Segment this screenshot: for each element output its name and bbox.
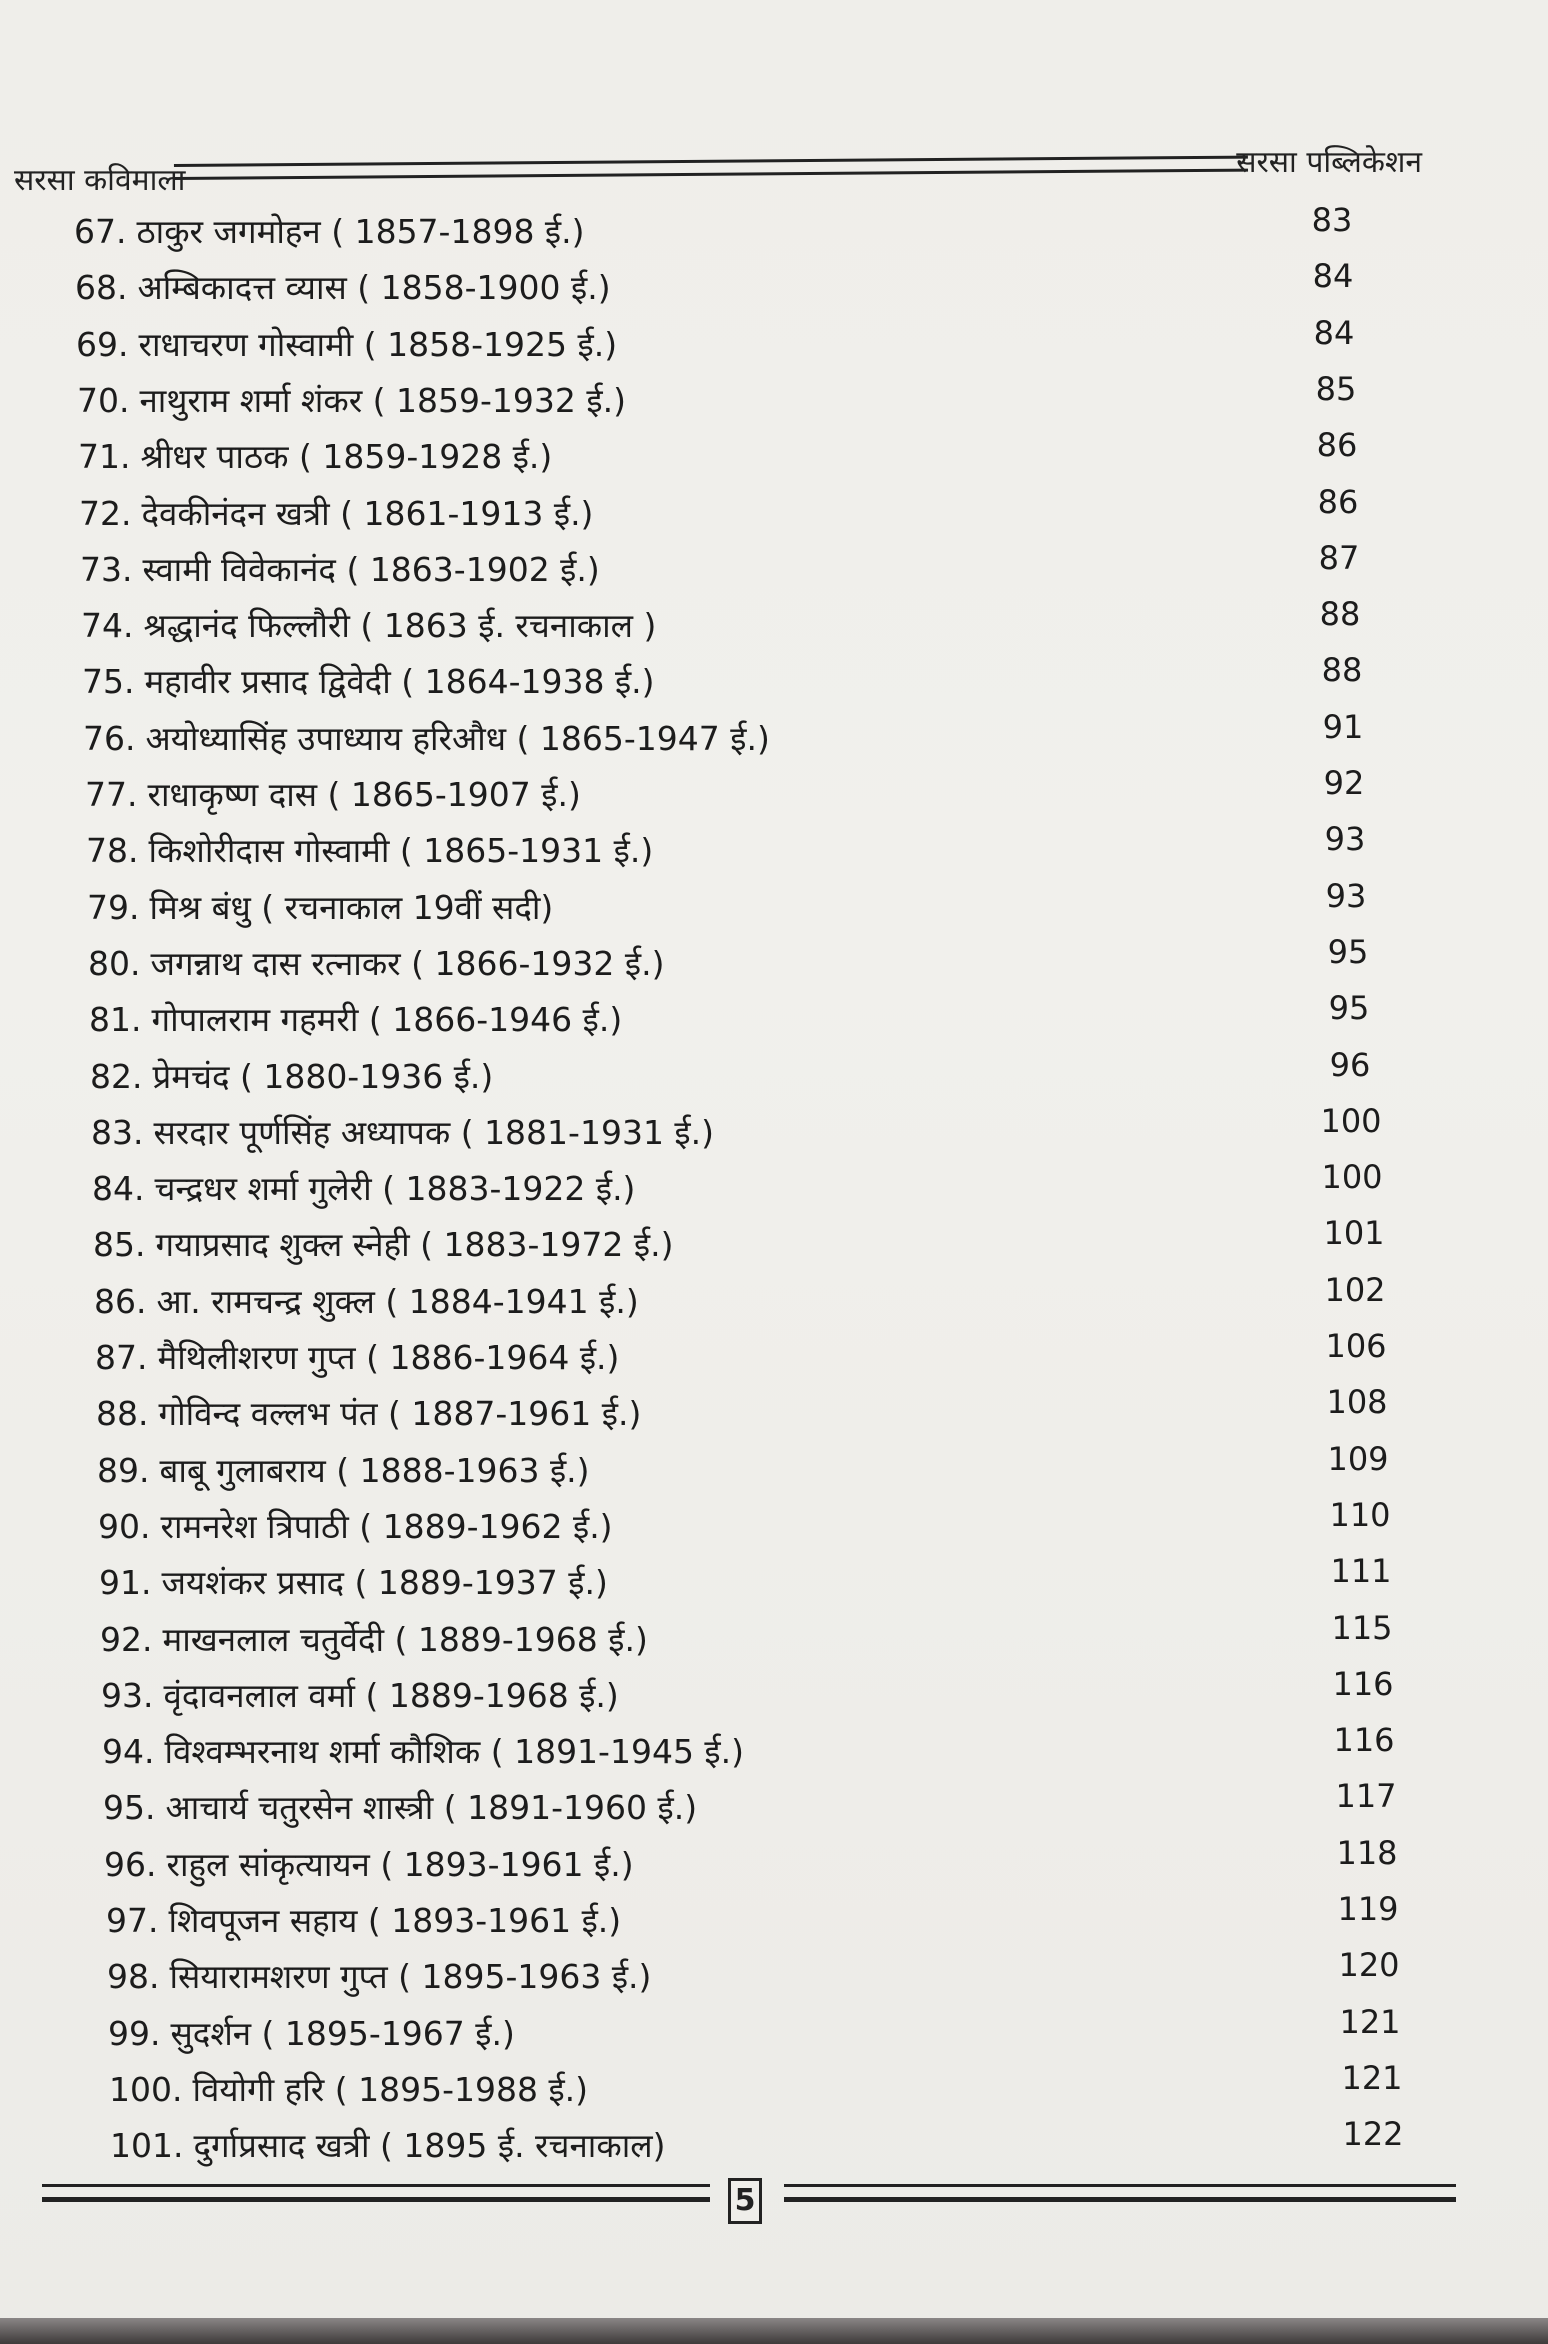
- toc-entry-title: राहुल सांकृत्यायन ( 1893-1961 ई.): [166, 1845, 634, 1884]
- toc-entry-page: 95: [1327, 933, 1369, 971]
- toc-entry-number: 72.: [79, 494, 132, 533]
- toc-entry-number: 100.: [109, 2070, 183, 2109]
- toc-entry: [98, 1501, 613, 1553]
- toc-entry: [106, 1895, 621, 1947]
- toc-entry-page: 88: [1321, 651, 1363, 689]
- toc-entry-title: अयोध्यासिंह उपाध्याय हरिऔध ( 1865-1947 ई.): [145, 719, 770, 758]
- toc-entry-number: 87.: [95, 1338, 148, 1377]
- toc-entry-title: श्रीधर पाठक ( 1859-1928 ई.): [140, 437, 553, 476]
- toc-entry-page: 93: [1324, 820, 1366, 858]
- toc-entry-number: 89.: [97, 1451, 150, 1490]
- toc-entry-number: 75.: [82, 662, 135, 701]
- toc-entry: [80, 544, 600, 596]
- toc-entry: [79, 488, 593, 540]
- toc-entry-page: 109: [1327, 1440, 1389, 1478]
- toc-entry-number: 98.: [107, 1957, 160, 1996]
- toc-entry-page: 120: [1338, 1946, 1400, 1984]
- toc-entry: [108, 2008, 515, 2060]
- toc-entry-page: 86: [1317, 483, 1359, 521]
- toc-entry-title: सियारामशरण गुप्त ( 1895-1963 ई.): [169, 1957, 652, 1996]
- toc-entry-page: 121: [1341, 2059, 1403, 2097]
- header-rule: [174, 156, 1248, 180]
- toc-entry-number: 78.: [86, 831, 139, 870]
- toc-entry-number: 74.: [81, 606, 134, 645]
- toc-entry: [83, 713, 770, 765]
- toc-entry: [85, 769, 581, 821]
- toc-entry-page: 86: [1316, 426, 1358, 464]
- toc-entry: [107, 1951, 651, 2003]
- toc-entry-page: 116: [1333, 1721, 1395, 1759]
- toc-entry-number: 83.: [91, 1113, 144, 1152]
- toc-entry-title: आ. रामचन्द्र शुक्ल ( 1884-1941 ई.): [156, 1282, 639, 1321]
- toc-entry-title: श्रद्धानंद फिल्लौरी ( 1863 ई. रचनाकाल ): [143, 606, 657, 645]
- toc-entry: [90, 1051, 493, 1103]
- toc-entry-title: सरदार पूर्णसिंह अध्यापक ( 1881-1931 ई.): [153, 1113, 714, 1152]
- toc-entry-page: 88: [1319, 595, 1361, 633]
- toc-entry: [96, 1388, 641, 1440]
- toc-entry-page: 100: [1320, 1102, 1382, 1140]
- toc-entry-page: 106: [1325, 1327, 1387, 1365]
- toc-entry-title: जगन्नाथ दास रत्नाकर ( 1866-1932 ई.): [150, 944, 665, 983]
- toc-entry: [102, 1726, 744, 1778]
- toc-entry-title: दुर्गाप्रसाद खत्री ( 1895 ई. रचनाकाल): [193, 2126, 666, 2165]
- toc-entry-title: किशोरीदास गोस्वामी ( 1865-1931 ई.): [148, 831, 654, 870]
- toc-entry-number: 93.: [101, 1676, 154, 1715]
- toc-entry-number: 92.: [100, 1620, 153, 1659]
- toc-entry-page: 101: [1323, 1214, 1385, 1252]
- footer-rule-right-thin: [784, 2200, 1456, 2202]
- toc-entry-page: 102: [1324, 1271, 1386, 1309]
- toc-entry-page: 85: [1315, 370, 1357, 408]
- toc-entry-title: आचार्य चतुरसेन शास्त्री ( 1891-1960 ई.): [165, 1788, 698, 1827]
- toc-entry: [100, 1614, 648, 1666]
- toc-entry-page: 95: [1328, 989, 1370, 1027]
- toc-entry: [103, 1782, 697, 1834]
- footer-rule-left-thin: [42, 2200, 710, 2202]
- toc-entry: [87, 882, 553, 934]
- toc-entry-page: 83: [1311, 201, 1353, 239]
- publisher-name: सरसा पब्लिकेशन: [1236, 145, 1422, 180]
- toc-entry-number: 67.: [74, 212, 127, 251]
- toc-entry: [89, 994, 622, 1046]
- toc-entry-title: देवकीनंदन खत्री ( 1861-1913 ई.): [141, 494, 594, 533]
- toc-entry-page: 84: [1312, 257, 1354, 295]
- book-title: सरसा कविमाला: [14, 163, 186, 198]
- toc-entry: [93, 1219, 673, 1271]
- toc-entry-number: 82.: [90, 1057, 143, 1096]
- toc-entry: [76, 319, 617, 371]
- toc-entry-number: 71.: [78, 437, 131, 476]
- toc-entry-page: 91: [1322, 708, 1364, 746]
- toc-entry: [95, 1332, 619, 1384]
- toc-entry-title: ठाकुर जगमोहन ( 1857-1898 ई.): [136, 212, 585, 251]
- toc-entry-number: 86.: [94, 1282, 147, 1321]
- toc-entry-page: 93: [1325, 877, 1367, 915]
- toc-entry-title: महावीर प्रसाद द्विवेदी ( 1864-1938 ई.): [144, 662, 655, 701]
- toc-entry-title: स्वामी विवेकानंद ( 1863-1902 ई.): [142, 550, 600, 589]
- toc-entry-page: 108: [1326, 1383, 1388, 1421]
- toc-entry-title: अम्बिकादत्त व्यास ( 1858-1900 ई.): [137, 268, 611, 307]
- toc-entry-number: 69.: [76, 325, 129, 364]
- toc-entry: [110, 2120, 666, 2172]
- toc-entry-title: राधाकृष्ण दास ( 1865-1907 ई.): [147, 775, 581, 814]
- toc-entry: [82, 656, 655, 708]
- toc-entry-page: 119: [1337, 1890, 1399, 1928]
- table-of-contents: [0, 201, 1548, 2166]
- toc-entry-page: 115: [1331, 1609, 1393, 1647]
- toc-entry-title: गोविन्द वल्लभ पंत ( 1887-1961 ई.): [158, 1394, 642, 1433]
- toc-entry: [86, 825, 653, 877]
- toc-entry-title: सुदर्शन ( 1895-1967 ई.): [170, 2014, 515, 2053]
- toc-entry: [101, 1670, 619, 1722]
- page-footer: [0, 2170, 1548, 2240]
- toc-entry: [104, 1839, 634, 1891]
- toc-entry: [75, 262, 611, 314]
- page-number: 5: [728, 2178, 762, 2224]
- toc-entry-number: 73.: [80, 550, 133, 589]
- toc-entry-number: 80.: [88, 944, 141, 983]
- toc-entry: [91, 1107, 714, 1159]
- toc-entry-title: राधाचरण गोस्वामी ( 1858-1925 ई.): [138, 325, 618, 364]
- toc-entry-page: 121: [1339, 2003, 1401, 2041]
- toc-entry-number: 84.: [92, 1169, 145, 1208]
- toc-entry-title: गोपालराम गहमरी ( 1866-1946 ई.): [151, 1000, 623, 1039]
- toc-entry-number: 77.: [85, 775, 138, 814]
- toc-entry-number: 101.: [110, 2126, 184, 2165]
- toc-entry-number: 90.: [98, 1507, 151, 1546]
- toc-entry-title: जयशंकर प्रसाद ( 1889-1937 ई.): [161, 1563, 608, 1602]
- toc-entry-page: 92: [1323, 764, 1365, 802]
- toc-entry-title: वृंदावनलाल वर्मा ( 1889-1968 ई.): [163, 1676, 619, 1715]
- toc-entry-title: वियोगी हरि ( 1895-1988 ई.): [192, 2070, 589, 2109]
- toc-entry-page: 111: [1330, 1552, 1392, 1590]
- toc-entry-number: 81.: [89, 1000, 142, 1039]
- toc-entry-page: 96: [1329, 1046, 1371, 1084]
- toc-entry-number: 85.: [93, 1225, 146, 1264]
- toc-entry-number: 79.: [87, 888, 140, 927]
- toc-entry-number: 95.: [103, 1788, 156, 1827]
- toc-entry: [78, 431, 552, 483]
- toc-entry-title: माखनलाल चतुर्वेदी ( 1889-1968 ई.): [162, 1620, 648, 1659]
- toc-entry-page: 100: [1321, 1158, 1383, 1196]
- toc-entry-number: 91.: [99, 1563, 152, 1602]
- toc-entry-number: 88.: [96, 1394, 149, 1433]
- toc-entry: [99, 1557, 608, 1609]
- toc-entry: [92, 1163, 635, 1215]
- toc-entry: [77, 375, 626, 427]
- toc-entry: [88, 938, 664, 990]
- toc-entry-title: विश्वम्भरनाथ शर्मा कौशिक ( 1891-1945 ई.): [164, 1732, 745, 1771]
- toc-entry-title: चन्द्रधर शर्मा गुलेरी ( 1883-1922 ई.): [154, 1169, 636, 1208]
- toc-entry-page: 117: [1335, 1777, 1397, 1815]
- toc-entry-title: रामनरेश त्रिपाठी ( 1889-1962 ई.): [160, 1507, 613, 1546]
- toc-entry-title: मैथिलीशरण गुप्त ( 1886-1964 ई.): [157, 1338, 620, 1377]
- footer-rule-right: [784, 2184, 1456, 2200]
- toc-entry-page: 84: [1313, 314, 1355, 352]
- toc-entry-title: गयाप्रसाद शुक्ल स्नेही ( 1883-1972 ई.): [155, 1225, 674, 1264]
- toc-entry: [97, 1445, 590, 1497]
- toc-entry-number: 94.: [102, 1732, 155, 1771]
- running-header: [14, 140, 1422, 198]
- toc-entry-title: प्रेमचंद ( 1880-1936 ई.): [152, 1057, 494, 1096]
- toc-entry-title: नाथुराम शर्मा शंकर ( 1859-1932 ई.): [139, 381, 626, 420]
- toc-entry-page: 118: [1336, 1834, 1398, 1872]
- toc-entry-number: 97.: [106, 1901, 159, 1940]
- toc-entry-page: 122: [1342, 2115, 1404, 2153]
- toc-entry-number: 68.: [75, 268, 128, 307]
- page-edge-shadow: [0, 2318, 1548, 2344]
- toc-entry-title: बाबू गुलाबराय ( 1888-1963 ई.): [159, 1451, 590, 1490]
- toc-entry: [81, 600, 656, 652]
- toc-entry: [74, 206, 585, 258]
- footer-rule-left: [42, 2184, 710, 2200]
- toc-entry-number: 99.: [108, 2014, 161, 2053]
- toc-entry-title: शिवपूजन सहाय ( 1893-1961 ई.): [168, 1901, 622, 1940]
- toc-entry-page: 116: [1332, 1665, 1394, 1703]
- toc-entry-title: मिश्र बंधु ( रचनाकाल 19वीं सदी): [149, 888, 554, 927]
- toc-entry-page: 110: [1329, 1496, 1391, 1534]
- toc-entry-number: 96.: [104, 1845, 157, 1884]
- toc-entry-page: 87: [1318, 539, 1360, 577]
- toc-entry-number: 76.: [83, 719, 136, 758]
- toc-entry-number: 70.: [77, 381, 130, 420]
- toc-entry: [109, 2064, 588, 2116]
- toc-entry: [94, 1276, 639, 1328]
